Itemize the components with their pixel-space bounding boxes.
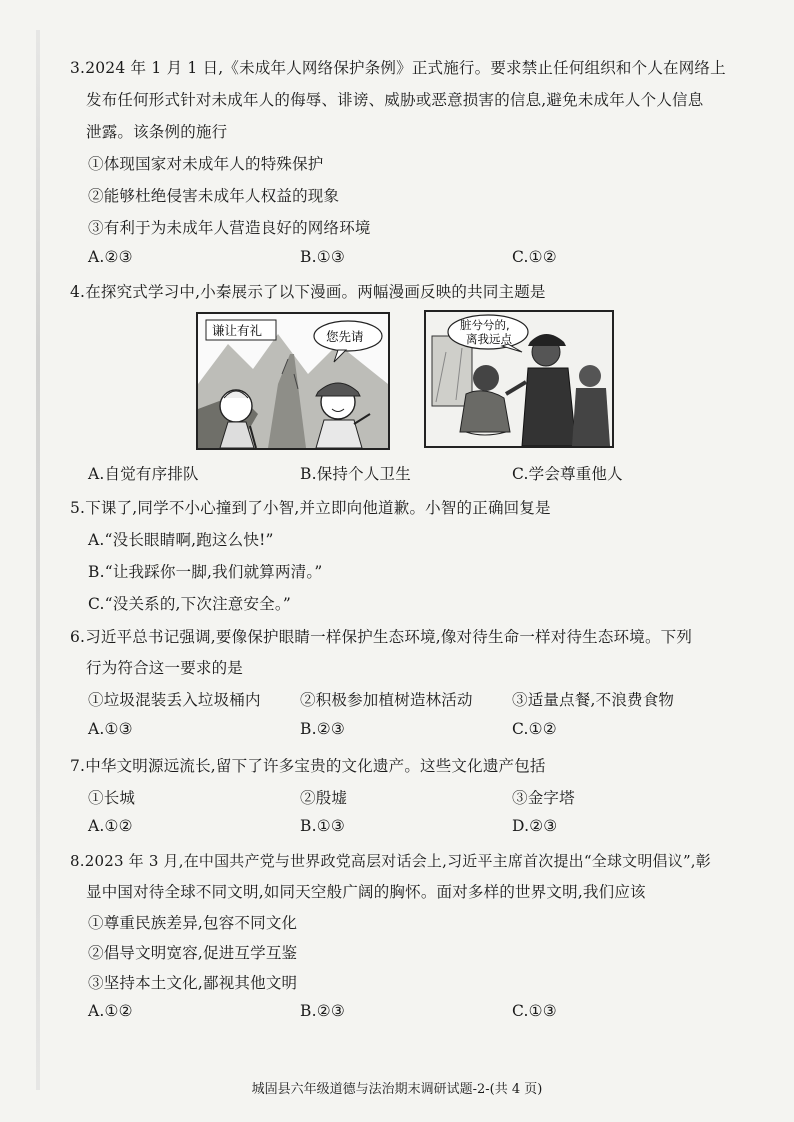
q4-stem: 4.在探究式学习中,小秦展示了以下漫画。两幅漫画反映的共同主题是	[70, 283, 546, 301]
comic-politeness-drawing	[198, 314, 388, 448]
q3-item-3: ③有利于为未成年人营造良好的网络环境	[88, 219, 371, 237]
q5-option-a: A.“没长眼睛啊,跑这么快!”	[88, 531, 274, 549]
q6-stem-2: 行为符合这一要求的是	[86, 659, 244, 677]
q3-option-b: B.①③	[300, 248, 345, 266]
q5-option-c: C.“没关系的,下次注意安全。”	[88, 595, 291, 613]
q7-option-b: B.①③	[300, 817, 345, 835]
comic2-bubble-line-1: 脏兮兮的,	[460, 318, 510, 332]
q3-option-c: C.①②	[512, 248, 557, 266]
q6-option-c: C.①②	[512, 720, 557, 738]
page-footer: 城固县六年级道德与法治期末调研试题-2-(共 4 页)	[251, 1082, 543, 1097]
q3-stem-2: 发布任何形式针对未成年人的侮辱、诽谤、威胁或恶意损害的信息,避免未成年人个人信息	[86, 91, 704, 109]
q8-option-b: B.②③	[300, 1002, 345, 1020]
q6-item-1: ①垃圾混装丢入垃圾桶内	[88, 691, 261, 709]
comic2-bubble-line-2: 离我远点	[466, 332, 512, 346]
q4-option-c: C.学会尊重他人	[512, 465, 623, 483]
q5-option-b: B.“让我踩你一脚,我们就算两清。”	[88, 563, 323, 581]
q7-item-2: ②殷墟	[300, 789, 348, 807]
q5-stem: 5.下课了,同学不小心撞到了小智,并立即向他道歉。小智的正确回复是	[70, 499, 551, 517]
comic-politeness	[196, 312, 390, 450]
q8-item-1: ①尊重民族差异,包容不同文化	[88, 914, 298, 932]
comic1-sign-text: 谦让有礼	[212, 323, 263, 338]
q8-option-a: A.①②	[88, 1002, 133, 1020]
scan-shadow	[36, 30, 40, 1090]
comic1-bubble-text: 您先请	[326, 329, 364, 344]
comic-disrespect-drawing	[426, 312, 612, 446]
q3-option-a: A.②③	[88, 248, 133, 266]
q7-item-3: ③金字塔	[512, 789, 575, 807]
q7-item-1: ①长城	[88, 789, 136, 807]
q8-stem-2: 显中国对待全球不同文明,如同天空般广阔的胸怀。面对多样的世界文明,我们应该	[86, 883, 646, 901]
q8-item-3: ③坚持本土文化,鄙视其他文明	[88, 974, 298, 992]
q3-item-2: ②能够杜绝侵害未成年人权益的现象	[88, 187, 340, 205]
q7-stem: 7.中华文明源远流长,留下了许多宝贵的文化遗产。这些文化遗产包括	[70, 757, 546, 775]
q8-stem: 8.2023 年 3 月,在中国共产党与世界政党高层对话会上,习近平主席首次提出“全球文明倡议”,彰	[70, 852, 711, 870]
q7-option-d: D.②③	[512, 817, 558, 835]
q6-item-3: ③适量点餐,不浪费食物	[512, 691, 675, 709]
q3-stem: 3.2024 年 1 月 1 日,《未成年人网络保护条例》正式施行。要求禁止任何组织和个人在网络上	[70, 59, 726, 77]
q6-stem: 6.习近平总书记强调,要像保护眼睛一样保护生态环境,像对待生命一样对待生态环境。下列	[70, 628, 693, 646]
q6-option-b: B.②③	[300, 720, 345, 738]
q8-item-2: ②倡导文明宽容,促进互学互鉴	[88, 944, 298, 962]
q4-option-a: A.自觉有序排队	[88, 465, 199, 483]
q6-item-2: ②积极参加植树造林活动	[300, 691, 473, 709]
q3-item-1: ①体现国家对未成年人的特殊保护	[88, 155, 324, 173]
q7-option-a: A.①②	[88, 817, 133, 835]
q3-stem-3: 泄露。该条例的施行	[86, 123, 228, 141]
q8-option-c: C.①③	[512, 1002, 557, 1020]
q6-option-a: A.①③	[88, 720, 133, 738]
q4-option-b: B.保持个人卫生	[300, 465, 411, 483]
comic-disrespect	[424, 310, 614, 448]
